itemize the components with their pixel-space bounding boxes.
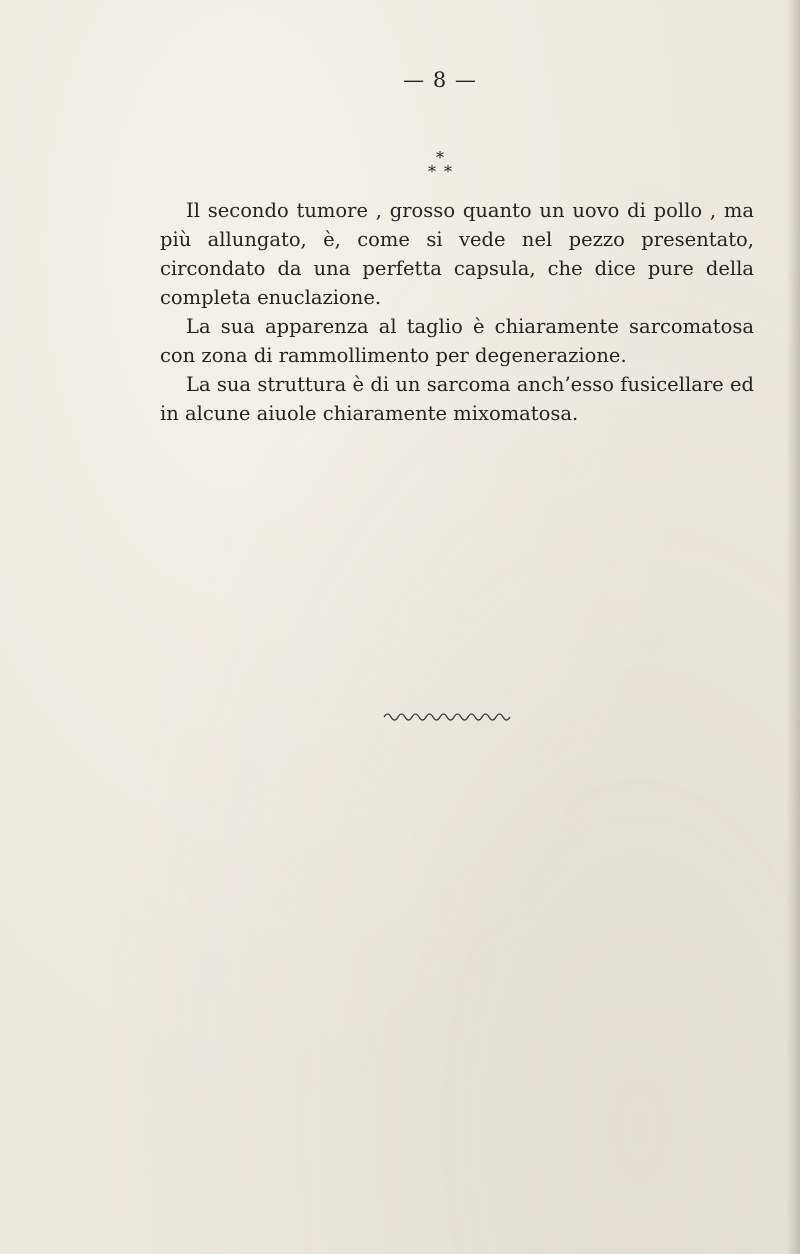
asterisk-icon: *	[428, 162, 436, 181]
page-number: — 8 —	[403, 68, 477, 92]
body-text	[160, 196, 754, 428]
asterisk-icon: *	[444, 162, 452, 181]
paragraph: La sua struttura è di un sarcoma anch’esso fusicellare ed in alcune aiuole chiaramente mixomatosa.	[160, 373, 754, 425]
page-edge-shadow	[786, 0, 800, 1254]
section-asterism	[428, 150, 458, 182]
paragraph: Il secondo tumore , grosso quanto un uovo di pollo , ma più allungato, è, come si vede nel pezzo presentato, circondato da una perfetta capsula, che dice pure della completa enuclazione.	[160, 199, 754, 309]
paragraph: La sua apparenza al taglio è chiaramente sarcomatosa con zona di rammollimento per degenerazione.	[160, 315, 754, 367]
asterisk-icon: *	[436, 148, 444, 167]
wavy-divider-ornament	[382, 705, 512, 725]
